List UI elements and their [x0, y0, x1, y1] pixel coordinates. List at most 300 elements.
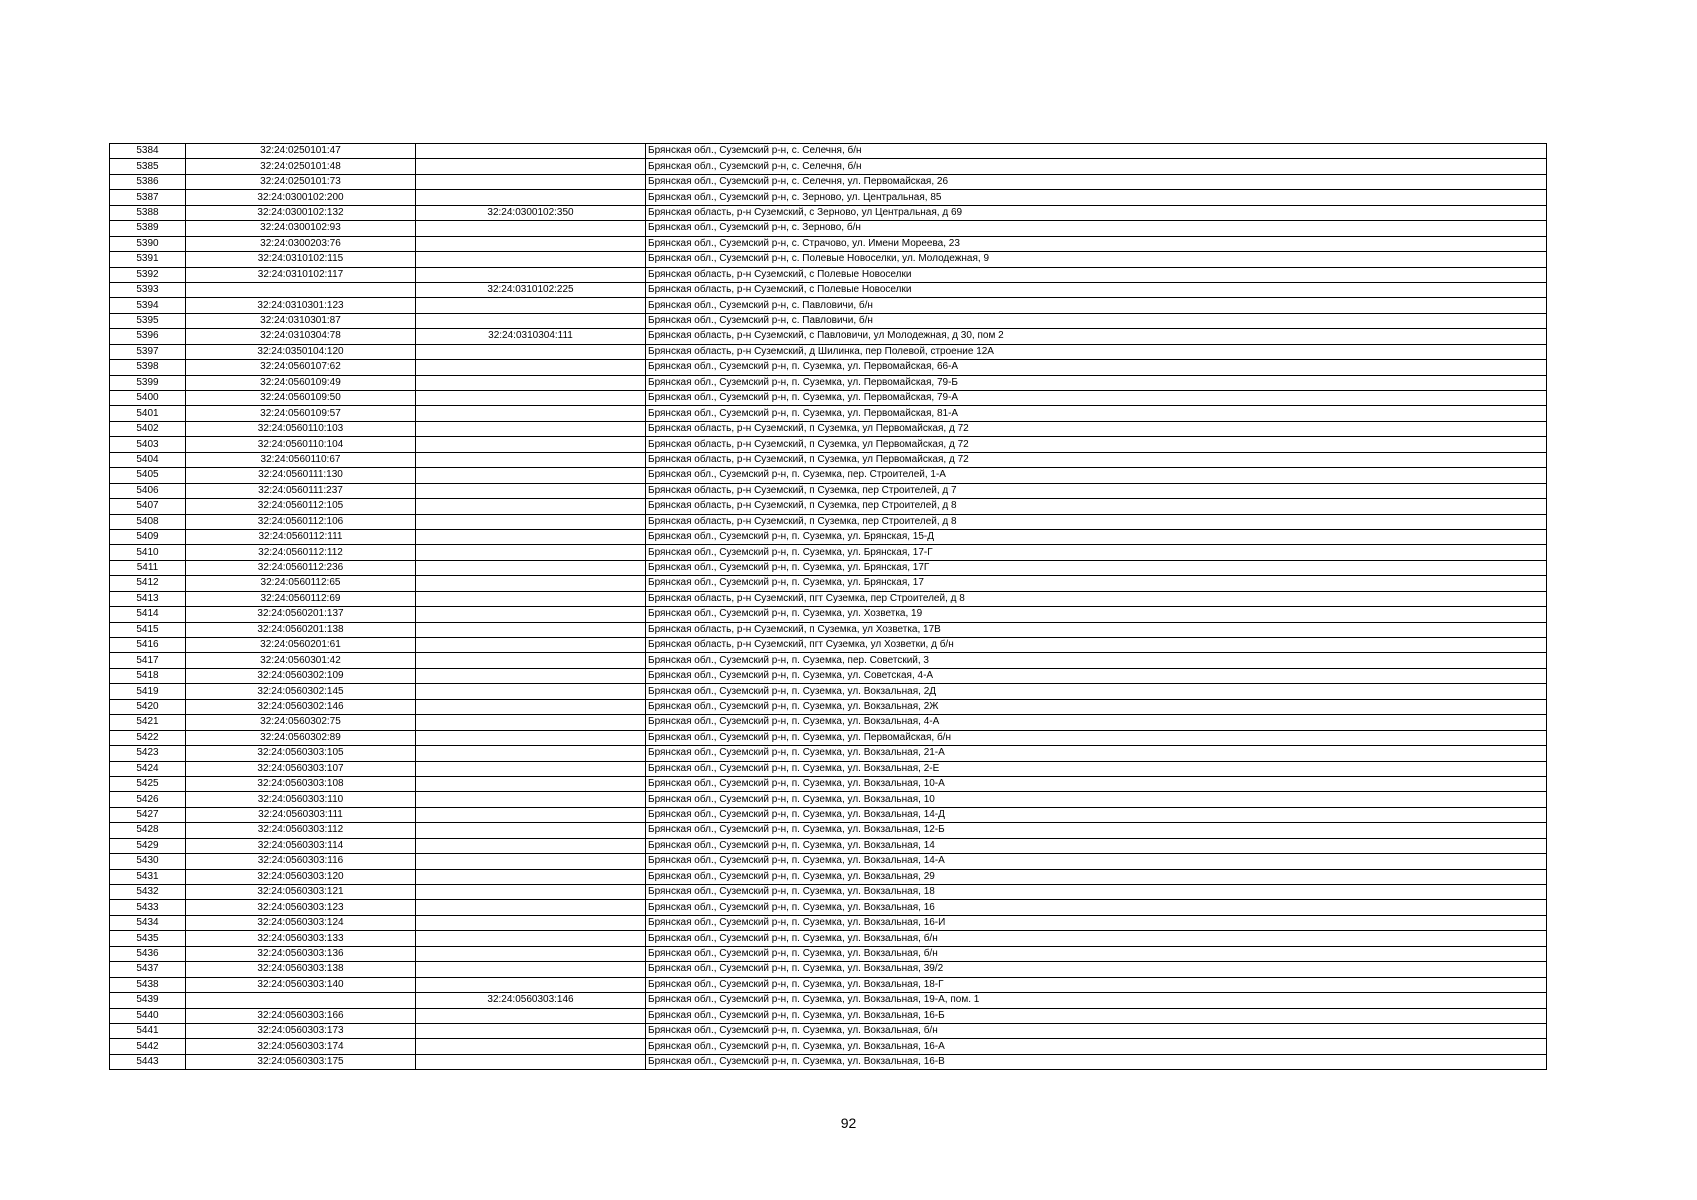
address-cell: Брянская обл., Суземский р-н, п. Суземка, пер. Строителей, 1-А [646, 468, 1547, 483]
table-row [110, 915, 1547, 930]
linked-cadastral-number-cell [416, 591, 646, 606]
address-cell: Брянская обл., Суземский р-н, п. Суземка, ул. Брянская, 17-Г [646, 545, 1547, 560]
row-number-cell: 5384 [110, 144, 186, 159]
table-row [110, 699, 1547, 714]
row-number-cell: 5428 [110, 823, 186, 838]
cadastral-number-cell: 32:24:0560303:133 [186, 931, 416, 946]
linked-cadastral-number-cell [416, 684, 646, 699]
table-row [110, 653, 1547, 668]
address-cell: Брянская обл., Суземский р-н, п. Суземка, ул. Вокзальная, 14-Д [646, 807, 1547, 822]
address-cell: Брянская обл., Суземский р-н, п. Суземка, ул. Вокзальная, 12-Б [646, 823, 1547, 838]
row-number-cell: 5425 [110, 776, 186, 791]
row-number-cell: 5388 [110, 205, 186, 220]
cadastral-number-cell: 32:24:0560303:112 [186, 823, 416, 838]
cadastral-number-cell: 32:24:0560303:121 [186, 885, 416, 900]
cadastral-number-cell: 32:24:0560112:111 [186, 529, 416, 544]
cadastral-number-cell: 32:24:0560303:107 [186, 761, 416, 776]
row-number-cell: 5410 [110, 545, 186, 560]
table-row [110, 715, 1547, 730]
table-row [110, 885, 1547, 900]
table-row [110, 591, 1547, 606]
row-number-cell: 5407 [110, 499, 186, 514]
linked-cadastral-number-cell [416, 915, 646, 930]
address-cell: Брянская обл., Суземский р-н, п. Суземка, ул. Вокзальная, 16-В [646, 1054, 1547, 1069]
table-row [110, 823, 1547, 838]
row-number-cell: 5400 [110, 391, 186, 406]
linked-cadastral-number-cell [416, 576, 646, 591]
row-number-cell: 5399 [110, 375, 186, 390]
cadastral-number-cell: 32:24:0560110:103 [186, 421, 416, 436]
cadastral-number-cell: 32:24:0560303:166 [186, 1008, 416, 1023]
row-number-cell: 5397 [110, 344, 186, 359]
row-number-cell: 5393 [110, 282, 186, 297]
linked-cadastral-number-cell [416, 668, 646, 683]
table-row [110, 931, 1547, 946]
cadastral-number-cell: 32:24:0560303:123 [186, 900, 416, 915]
address-cell: Брянская обл., Суземский р-н, п. Суземка, ул. Вокзальная, 4-А [646, 715, 1547, 730]
address-cell: Брянская обл., Суземский р-н, п. Суземка, пер. Советский, 3 [646, 653, 1547, 668]
table-row [110, 869, 1547, 884]
linked-cadastral-number-cell [416, 962, 646, 977]
cadastral-number-cell: 32:24:0560110:67 [186, 452, 416, 467]
linked-cadastral-number-cell [416, 715, 646, 730]
row-number-cell: 5411 [110, 560, 186, 575]
cadastral-number-cell: 32:24:0560303:105 [186, 746, 416, 761]
row-number-cell: 5414 [110, 607, 186, 622]
linked-cadastral-number-cell [416, 1023, 646, 1038]
linked-cadastral-number-cell [416, 437, 646, 452]
address-cell: Брянская обл., Суземский р-н, п. Суземка, ул. Вокзальная, 16 [646, 900, 1547, 915]
address-cell: Брянская обл., Суземский р-н, с. Селечня, б/н [646, 159, 1547, 174]
address-cell: Брянская обл., Суземский р-н, п. Суземка, ул. Вокзальная, 18 [646, 885, 1547, 900]
cadastral-number-cell: 32:24:0560302:145 [186, 684, 416, 699]
linked-cadastral-number-cell [416, 1039, 646, 1054]
table-row [110, 514, 1547, 529]
address-cell: Брянская обл., Суземский р-н, с. Полевые Новоселки, ул. Молодежная, 9 [646, 252, 1547, 267]
linked-cadastral-number-cell [416, 823, 646, 838]
address-cell: Брянская обл., Суземский р-н, п. Суземка, ул. Первомайская, 81-А [646, 406, 1547, 421]
cadastral-number-cell [186, 282, 416, 297]
row-number-cell: 5402 [110, 421, 186, 436]
linked-cadastral-number-cell [416, 638, 646, 653]
row-number-cell: 5440 [110, 1008, 186, 1023]
cadastral-number-cell: 32:24:0560303:108 [186, 776, 416, 791]
linked-cadastral-number-cell [416, 421, 646, 436]
address-cell: Брянская область, р-н Суземский, с Полевые Новоселки [646, 282, 1547, 297]
row-number-cell: 5405 [110, 468, 186, 483]
address-cell: Брянская обл., Суземский р-н, п. Суземка, ул. Вокзальная, 10-А [646, 776, 1547, 791]
linked-cadastral-number-cell [416, 946, 646, 961]
cadastral-number-cell: 32:24:0560112:105 [186, 499, 416, 514]
cadastral-number-cell: 32:24:0560302:89 [186, 730, 416, 745]
linked-cadastral-number-cell [416, 746, 646, 761]
address-cell: Брянская обл., Суземский р-н, с. Павловичи, б/н [646, 298, 1547, 313]
row-number-cell: 5406 [110, 483, 186, 498]
table-body [110, 144, 1547, 1070]
linked-cadastral-number-cell: 32:24:0300102:350 [416, 205, 646, 220]
row-number-cell: 5408 [110, 514, 186, 529]
row-number-cell: 5419 [110, 684, 186, 699]
table-row [110, 190, 1547, 205]
table-row [110, 282, 1547, 297]
table-row [110, 375, 1547, 390]
row-number-cell: 5434 [110, 915, 186, 930]
row-number-cell: 5436 [110, 946, 186, 961]
table-row [110, 529, 1547, 544]
table-row [110, 1039, 1547, 1054]
address-cell: Брянская обл., Суземский р-н, п. Суземка, ул. Вокзальная, 2Д [646, 684, 1547, 699]
cadastral-number-cell: 32:24:0560107:62 [186, 360, 416, 375]
row-number-cell: 5430 [110, 854, 186, 869]
cadastral-number-cell: 32:24:0560112:236 [186, 560, 416, 575]
row-number-cell: 5439 [110, 993, 186, 1008]
row-number-cell: 5389 [110, 221, 186, 236]
table-row [110, 792, 1547, 807]
linked-cadastral-number-cell [416, 298, 646, 313]
linked-cadastral-number-cell [416, 900, 646, 915]
address-cell: Брянская область, р-н Суземский, п Суземка, пер Строителей, д 7 [646, 483, 1547, 498]
address-cell: Брянская обл., Суземский р-н, п. Суземка, ул. Вокзальная, 16-Б [646, 1008, 1547, 1023]
address-cell: Брянская область, р-н Суземский, п Суземка, ул Первомайская, д 72 [646, 421, 1547, 436]
address-cell: Брянская обл., Суземский р-н, п. Суземка, ул. Вокзальная, 2-Е [646, 761, 1547, 776]
address-cell: Брянская обл., Суземский р-н, п. Суземка, ул. Вокзальная, 29 [646, 869, 1547, 884]
table-row [110, 437, 1547, 452]
row-number-cell: 5441 [110, 1023, 186, 1038]
linked-cadastral-number-cell [416, 406, 646, 421]
table-row [110, 776, 1547, 791]
linked-cadastral-number-cell [416, 730, 646, 745]
table-row [110, 313, 1547, 328]
address-cell: Брянская обл., Суземский р-н, с. Селечня, б/н [646, 144, 1547, 159]
linked-cadastral-number-cell [416, 1008, 646, 1023]
linked-cadastral-number-cell [416, 360, 646, 375]
table-row [110, 730, 1547, 745]
linked-cadastral-number-cell [416, 931, 646, 946]
cadastral-number-cell [186, 993, 416, 1008]
address-cell: Брянская область, р-н Суземский, с Зерново, ул Центральная, д 69 [646, 205, 1547, 220]
linked-cadastral-number-cell [416, 807, 646, 822]
cadastral-number-cell: 32:24:0560302:109 [186, 668, 416, 683]
row-number-cell: 5387 [110, 190, 186, 205]
table-row [110, 205, 1547, 220]
row-number-cell: 5409 [110, 529, 186, 544]
address-cell: Брянская обл., Суземский р-н, п. Суземка, ул. Первомайская, б/н [646, 730, 1547, 745]
row-number-cell: 5438 [110, 977, 186, 992]
table-row [110, 761, 1547, 776]
table-row [110, 252, 1547, 267]
address-cell: Брянская обл., Суземский р-н, с. Страчово, ул. Имени Мореева, 23 [646, 236, 1547, 251]
table-row [110, 329, 1547, 344]
cadastral-number-cell: 32:24:0250101:48 [186, 159, 416, 174]
linked-cadastral-number-cell [416, 236, 646, 251]
table-row [110, 560, 1547, 575]
address-cell: Брянская обл., Суземский р-н, п. Суземка, ул. Первомайская, 66-А [646, 360, 1547, 375]
cadastral-number-cell: 32:24:0560303:175 [186, 1054, 416, 1069]
address-cell: Брянская область, р-н Суземский, пгт Суземка, ул Хозветки, д б/н [646, 638, 1547, 653]
cadastral-number-cell: 32:24:0560303:140 [186, 977, 416, 992]
cadastral-number-cell: 32:24:0560303:136 [186, 946, 416, 961]
cadastral-number-cell: 32:24:0560303:114 [186, 838, 416, 853]
row-number-cell: 5424 [110, 761, 186, 776]
row-number-cell: 5423 [110, 746, 186, 761]
row-number-cell: 5431 [110, 869, 186, 884]
cadastral-number-cell: 32:24:0310301:123 [186, 298, 416, 313]
address-cell: Брянская область, р-н Суземский, с Павловичи, ул Молодежная, д 30, пом 2 [646, 329, 1547, 344]
table-row [110, 576, 1547, 591]
row-number-cell: 5415 [110, 622, 186, 637]
table-row [110, 622, 1547, 637]
address-cell: Брянская область, р-н Суземский, п Суземка, пер Строителей, д 8 [646, 514, 1547, 529]
address-cell: Брянская обл., Суземский р-н, п. Суземка, ул. Вокзальная, б/н [646, 946, 1547, 961]
address-cell: Брянская обл., Суземский р-н, п. Суземка, ул. Советская, 4-А [646, 668, 1547, 683]
row-number-cell: 5401 [110, 406, 186, 421]
table-row [110, 545, 1547, 560]
cadastral-number-cell: 32:24:0310102:115 [186, 252, 416, 267]
linked-cadastral-number-cell [416, 977, 646, 992]
address-cell: Брянская обл., Суземский р-н, с. Зерново, ул. Центральная, 85 [646, 190, 1547, 205]
cadastral-number-cell: 32:24:0560109:49 [186, 375, 416, 390]
address-cell: Брянская обл., Суземский р-н, п. Суземка, ул. Брянская, 17 [646, 576, 1547, 591]
linked-cadastral-number-cell [416, 776, 646, 791]
row-number-cell: 5421 [110, 715, 186, 730]
linked-cadastral-number-cell: 32:24:0310102:225 [416, 282, 646, 297]
table-row [110, 452, 1547, 467]
linked-cadastral-number-cell [416, 252, 646, 267]
table-row [110, 298, 1547, 313]
table-row [110, 421, 1547, 436]
cadastral-number-cell: 32:24:0560111:130 [186, 468, 416, 483]
cadastral-number-cell: 32:24:0250101:47 [186, 144, 416, 159]
cadastral-number-cell: 32:24:0310304:78 [186, 329, 416, 344]
linked-cadastral-number-cell [416, 483, 646, 498]
table-row [110, 391, 1547, 406]
cadastral-number-cell: 32:24:0300102:200 [186, 190, 416, 205]
address-cell: Брянская обл., Суземский р-н, п. Суземка, ул. Вокзальная, 16-И [646, 915, 1547, 930]
cadastral-number-cell: 32:24:0560303:111 [186, 807, 416, 822]
row-number-cell: 5396 [110, 329, 186, 344]
cadastral-number-cell: 32:24:0560301:42 [186, 653, 416, 668]
address-cell: Брянская обл., Суземский р-н, п. Суземка, ул. Вокзальная, 14 [646, 838, 1547, 853]
cadastral-number-cell: 32:24:0560302:146 [186, 699, 416, 714]
row-number-cell: 5394 [110, 298, 186, 313]
cadastral-number-cell: 32:24:0560110:104 [186, 437, 416, 452]
linked-cadastral-number-cell [416, 529, 646, 544]
linked-cadastral-number-cell [416, 885, 646, 900]
address-cell: Брянская обл., Суземский р-н, п. Суземка, ул. Брянская, 15-Д [646, 529, 1547, 544]
table-row [110, 483, 1547, 498]
table-row [110, 607, 1547, 622]
cadastral-number-cell: 32:24:0560112:112 [186, 545, 416, 560]
cadastral-number-cell: 32:24:0560201:137 [186, 607, 416, 622]
address-cell: Брянская обл., Суземский р-н, с. Селечня, ул. Первомайская, 26 [646, 174, 1547, 189]
linked-cadastral-number-cell: 32:24:0310304:111 [416, 329, 646, 344]
address-cell: Брянская обл., Суземский р-н, п. Суземка, ул. Вокзальная, 39/2 [646, 962, 1547, 977]
linked-cadastral-number-cell [416, 375, 646, 390]
address-cell: Брянская обл., Суземский р-н, п. Суземка, ул. Первомайская, 79-Б [646, 375, 1547, 390]
cadastral-number-cell: 32:24:0250101:73 [186, 174, 416, 189]
table-row [110, 221, 1547, 236]
table-row [110, 807, 1547, 822]
linked-cadastral-number-cell [416, 607, 646, 622]
cadastral-number-cell: 32:24:0560112:106 [186, 514, 416, 529]
address-cell: Брянская область, р-н Суземский, п Суземка, пер Строителей, д 8 [646, 499, 1547, 514]
linked-cadastral-number-cell [416, 452, 646, 467]
row-number-cell: 5416 [110, 638, 186, 653]
table-row [110, 900, 1547, 915]
row-number-cell: 5433 [110, 900, 186, 915]
cadastral-number-cell: 32:24:0560112:65 [186, 576, 416, 591]
address-cell: Брянская обл., Суземский р-н, с. Павловичи, б/н [646, 313, 1547, 328]
linked-cadastral-number-cell [416, 653, 646, 668]
table-row [110, 144, 1547, 159]
row-number-cell: 5432 [110, 885, 186, 900]
row-number-cell: 5395 [110, 313, 186, 328]
cadastral-number-cell: 32:24:0560303:138 [186, 962, 416, 977]
address-cell: Брянская обл., Суземский р-н, п. Суземка, ул. Вокзальная, б/н [646, 931, 1547, 946]
table-row [110, 159, 1547, 174]
linked-cadastral-number-cell [416, 499, 646, 514]
row-number-cell: 5385 [110, 159, 186, 174]
table-row [110, 638, 1547, 653]
cadastral-number-cell: 32:24:0560303:120 [186, 869, 416, 884]
row-number-cell: 5398 [110, 360, 186, 375]
row-number-cell: 5386 [110, 174, 186, 189]
page-number: 92 [840, 1115, 857, 1131]
linked-cadastral-number-cell [416, 761, 646, 776]
cadastral-number-cell: 32:24:0560303:174 [186, 1039, 416, 1054]
cadastral-number-cell: 32:24:0560201:138 [186, 622, 416, 637]
address-cell: Брянская обл., Суземский р-н, с. Зерново, б/н [646, 221, 1547, 236]
address-cell: Брянская обл., Суземский р-н, п. Суземка, ул. Вокзальная, 18-Г [646, 977, 1547, 992]
cadastral-number-cell: 32:24:0560303:124 [186, 915, 416, 930]
row-number-cell: 5413 [110, 591, 186, 606]
cadastral-number-cell: 32:24:0310301:87 [186, 313, 416, 328]
table-row [110, 838, 1547, 853]
linked-cadastral-number-cell [416, 1054, 646, 1069]
table-row [110, 1008, 1547, 1023]
row-number-cell: 5422 [110, 730, 186, 745]
address-cell: Брянская область, р-н Суземский, пгт Суземка, пер Строителей, д 8 [646, 591, 1547, 606]
address-cell: Брянская обл., Суземский р-н, п. Суземка, ул. Первомайская, 79-А [646, 391, 1547, 406]
cadastral-number-cell: 32:24:0560303:116 [186, 854, 416, 869]
table-row [110, 1054, 1547, 1069]
table-row [110, 468, 1547, 483]
linked-cadastral-number-cell [416, 468, 646, 483]
address-cell: Брянская обл., Суземский р-н, п. Суземка, ул. Вокзальная, 14-А [646, 854, 1547, 869]
cadastral-number-cell: 32:24:0310102:117 [186, 267, 416, 282]
cadastral-number-cell: 32:24:0560109:50 [186, 391, 416, 406]
row-number-cell: 5426 [110, 792, 186, 807]
table-row [110, 344, 1547, 359]
linked-cadastral-number-cell [416, 622, 646, 637]
linked-cadastral-number-cell [416, 190, 646, 205]
table-row [110, 684, 1547, 699]
table-row [110, 946, 1547, 961]
address-cell: Брянская обл., Суземский р-н, п. Суземка, ул. Вокзальная, 19-А, пом. 1 [646, 993, 1547, 1008]
table-row [110, 668, 1547, 683]
linked-cadastral-number-cell [416, 854, 646, 869]
cadastral-number-cell: 32:24:0560111:237 [186, 483, 416, 498]
cadastral-number-cell: 32:24:0300102:93 [186, 221, 416, 236]
table-row [110, 746, 1547, 761]
row-number-cell: 5418 [110, 668, 186, 683]
table-row [110, 360, 1547, 375]
table-row [110, 962, 1547, 977]
linked-cadastral-number-cell [416, 221, 646, 236]
table-row [110, 236, 1547, 251]
address-cell: Брянская обл., Суземский р-н, п. Суземка, ул. Вокзальная, 16-А [646, 1039, 1547, 1054]
row-number-cell: 5435 [110, 931, 186, 946]
row-number-cell: 5404 [110, 452, 186, 467]
row-number-cell: 5443 [110, 1054, 186, 1069]
row-number-cell: 5403 [110, 437, 186, 452]
linked-cadastral-number-cell [416, 699, 646, 714]
cadastral-number-cell: 32:24:0560201:61 [186, 638, 416, 653]
linked-cadastral-number-cell [416, 174, 646, 189]
row-number-cell: 5427 [110, 807, 186, 822]
cadastral-number-cell: 32:24:0560303:110 [186, 792, 416, 807]
row-number-cell: 5392 [110, 267, 186, 282]
row-number-cell: 5420 [110, 699, 186, 714]
row-number-cell: 5437 [110, 962, 186, 977]
address-cell: Брянская обл., Суземский р-н, п. Суземка, ул. Вокзальная, 2Ж [646, 699, 1547, 714]
table-row [110, 499, 1547, 514]
address-cell: Брянская область, р-н Суземский, с Полевые Новоселки [646, 267, 1547, 282]
address-cell: Брянская обл., Суземский р-н, п. Суземка, ул. Хозветка, 19 [646, 607, 1547, 622]
property-table [109, 143, 1547, 1070]
address-cell: Брянская область, р-н Суземский, п Суземка, ул Первомайская, д 72 [646, 452, 1547, 467]
linked-cadastral-number-cell [416, 514, 646, 529]
row-number-cell: 5391 [110, 252, 186, 267]
linked-cadastral-number-cell: 32:24:0560303:146 [416, 993, 646, 1008]
linked-cadastral-number-cell [416, 267, 646, 282]
table-row [110, 977, 1547, 992]
cadastral-number-cell: 32:24:0300203:76 [186, 236, 416, 251]
row-number-cell: 5429 [110, 838, 186, 853]
table-row [110, 174, 1547, 189]
address-cell: Брянская область, р-н Суземский, д Шилинка, пер Полевой, строение 12А [646, 344, 1547, 359]
linked-cadastral-number-cell [416, 838, 646, 853]
table-row [110, 854, 1547, 869]
linked-cadastral-number-cell [416, 545, 646, 560]
cadastral-number-cell: 32:24:0560109:57 [186, 406, 416, 421]
table-row [110, 1023, 1547, 1038]
cadastral-number-cell: 32:24:0560112:69 [186, 591, 416, 606]
table-row [110, 406, 1547, 421]
linked-cadastral-number-cell [416, 869, 646, 884]
table-row [110, 267, 1547, 282]
address-cell: Брянская обл., Суземский р-н, п. Суземка, ул. Вокзальная, 10 [646, 792, 1547, 807]
address-cell: Брянская обл., Суземский р-н, п. Суземка, ул. Брянская, 17Г [646, 560, 1547, 575]
row-number-cell: 5412 [110, 576, 186, 591]
address-cell: Брянская область, р-н Суземский, п Суземка, ул Хозветка, 17В [646, 622, 1547, 637]
linked-cadastral-number-cell [416, 144, 646, 159]
address-cell: Брянская обл., Суземский р-н, п. Суземка, ул. Вокзальная, б/н [646, 1023, 1547, 1038]
row-number-cell: 5442 [110, 1039, 186, 1054]
cadastral-number-cell: 32:24:0560303:173 [186, 1023, 416, 1038]
row-number-cell: 5390 [110, 236, 186, 251]
cadastral-number-cell: 32:24:0560302:75 [186, 715, 416, 730]
linked-cadastral-number-cell [416, 792, 646, 807]
linked-cadastral-number-cell [416, 313, 646, 328]
address-cell: Брянская область, р-н Суземский, п Суземка, ул Первомайская, д 72 [646, 437, 1547, 452]
linked-cadastral-number-cell [416, 159, 646, 174]
table-row [110, 993, 1547, 1008]
cadastral-number-cell: 32:24:0350104:120 [186, 344, 416, 359]
linked-cadastral-number-cell [416, 391, 646, 406]
linked-cadastral-number-cell [416, 344, 646, 359]
address-cell: Брянская обл., Суземский р-н, п. Суземка, ул. Вокзальная, 21-А [646, 746, 1547, 761]
